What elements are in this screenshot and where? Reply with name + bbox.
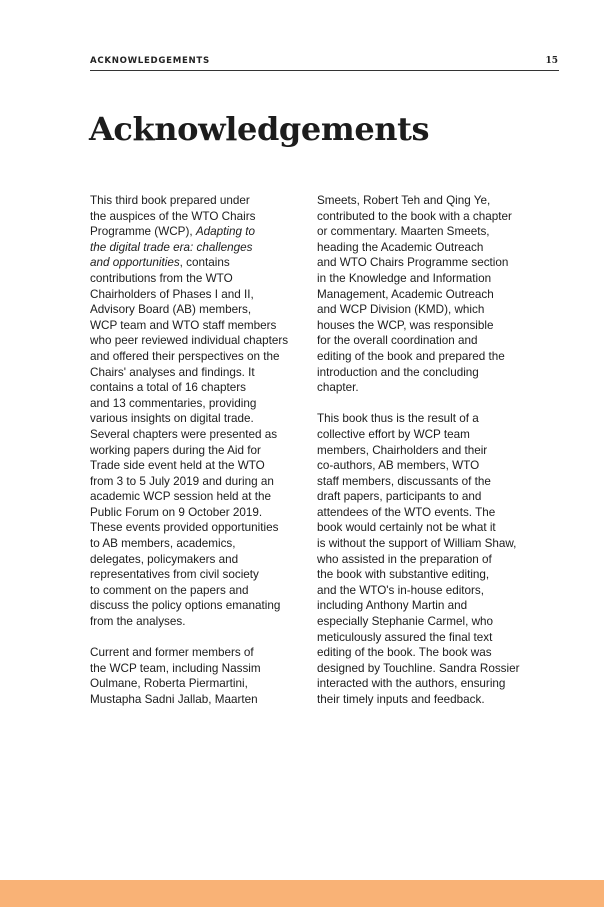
text-line: Trade side event held at the WTO bbox=[90, 459, 265, 473]
text-line: in the Knowledge and Information bbox=[317, 271, 492, 285]
text-line: Public Forum on 9 October 2019. bbox=[90, 505, 263, 519]
text-line: editing of the book and prepared the bbox=[317, 349, 505, 363]
text-line: These events provided opportunities bbox=[90, 521, 279, 535]
bottom-color-band bbox=[0, 880, 604, 907]
text-line: Chairs' analyses and findings. It bbox=[90, 365, 255, 379]
text-line: contributions from the WTO bbox=[90, 271, 233, 285]
text-line: from the analyses. bbox=[90, 615, 186, 629]
text-line: draft papers, participants to and bbox=[317, 490, 482, 504]
text-line: heading the Academic Outreach bbox=[317, 240, 484, 254]
text-line: attendees of the WTO events. The bbox=[317, 505, 496, 519]
text-line: introduction and the concluding bbox=[317, 365, 479, 379]
book-title-line: the digital trade era: challenges bbox=[90, 240, 253, 254]
paragraph-team bbox=[90, 645, 302, 707]
text-line: working papers during the Aid for bbox=[90, 443, 261, 457]
text-line: editing of the book. The book was bbox=[317, 646, 492, 660]
text-line: and WCP Division (KMD), which bbox=[317, 303, 485, 317]
text-line: delegates, policymakers and bbox=[90, 552, 239, 566]
text-line: and offered their perspectives on the bbox=[90, 349, 280, 363]
text-line: from 3 to 5 July 2019 and during an bbox=[90, 474, 274, 488]
text-line: is without the support of William Shaw, bbox=[317, 537, 517, 551]
text-line: academic WCP session held at the bbox=[90, 490, 272, 504]
text-line: This book thus is the result of a bbox=[317, 412, 479, 426]
text-line: This third book prepared under bbox=[90, 194, 250, 207]
text-line: Current and former members of bbox=[90, 646, 254, 660]
text-line: the WCP team, including Nassim bbox=[90, 661, 261, 675]
text-line: contributed to the book with a chapter bbox=[317, 209, 512, 223]
text-line: representatives from civil society bbox=[90, 568, 259, 582]
text-line: chapter. bbox=[317, 381, 359, 395]
text-line: their timely inputs and feedback. bbox=[317, 693, 485, 706]
text-line: to comment on the papers and bbox=[90, 583, 249, 597]
text-line: collective effort by WCP team bbox=[317, 427, 470, 441]
text-run: Programme (WCP), bbox=[90, 225, 196, 239]
text-line bbox=[90, 224, 302, 240]
text-line: co-authors, AB members, WTO bbox=[317, 459, 480, 473]
text-line: especially Stephanie Carmel, who bbox=[317, 615, 494, 629]
text-line: for the overall coordination and bbox=[317, 334, 478, 348]
text-line: meticulously assured the final text bbox=[317, 630, 493, 644]
book-title-run: Adapting to bbox=[195, 225, 255, 239]
text-line: who assisted in the preparation of bbox=[317, 552, 492, 566]
text-line: Management, Academic Outreach bbox=[317, 287, 494, 301]
text-line: including Anthony Martin and bbox=[317, 599, 468, 613]
text-line: and 13 commentaries, providing bbox=[90, 396, 257, 410]
paragraph-collective-effort bbox=[317, 411, 539, 707]
text-line bbox=[90, 255, 302, 271]
text-line: to AB members, academics, bbox=[90, 537, 236, 551]
text-line: Several chapters were presented as bbox=[90, 427, 278, 441]
text-line: houses the WCP, was responsible bbox=[317, 318, 494, 332]
text-line: staff members, discussants of the bbox=[317, 474, 491, 488]
text-line: Chairholders of Phases I and II, bbox=[90, 287, 254, 301]
header-rule bbox=[90, 70, 559, 71]
left-column bbox=[90, 193, 302, 723]
text-line: Mustapha Sadni Jallab, Maarten bbox=[90, 693, 258, 706]
text-line: interacted with the authors, ensuring bbox=[317, 677, 506, 691]
text-line: the auspices of the WTO Chairs bbox=[90, 209, 256, 223]
page-number: 15 bbox=[545, 56, 558, 66]
text-line: the book with substantive editing, bbox=[317, 568, 490, 582]
paragraph-team-continued bbox=[317, 193, 539, 396]
text-line: who peer reviewed individual chapters bbox=[90, 334, 289, 348]
text-line: discuss the policy options emanating bbox=[90, 599, 281, 613]
text-line: various insights on digital trade. bbox=[90, 412, 254, 426]
text-line: and the WTO's in-house editors, bbox=[317, 583, 485, 597]
right-column bbox=[317, 193, 539, 723]
text-line: WCP team and WTO staff members bbox=[90, 318, 277, 332]
text-line: contains a total of 16 chapters bbox=[90, 381, 246, 395]
text-line: Smeets, Robert Teh and Qing Ye, bbox=[317, 194, 491, 207]
text-line: members, Chairholders and their bbox=[317, 443, 488, 457]
text-line: Oulmane, Roberta Piermartini, bbox=[90, 677, 248, 691]
text-line: designed by Touchline. Sandra Rossier bbox=[317, 661, 520, 675]
book-title-run: and opportunities bbox=[90, 256, 180, 270]
paragraph-intro bbox=[90, 193, 302, 630]
text-run: , contains bbox=[179, 256, 230, 270]
running-head: ACKNOWLEDGEMENTS bbox=[90, 56, 210, 66]
text-line: and WTO Chairs Programme section bbox=[317, 256, 509, 270]
text-line: or commentary. Maarten Smeets, bbox=[317, 225, 490, 239]
text-line: Advisory Board (AB) members, bbox=[90, 303, 252, 317]
page-title: Acknowledgements bbox=[89, 110, 430, 148]
text-line: book would certainly not be what it bbox=[317, 521, 496, 535]
